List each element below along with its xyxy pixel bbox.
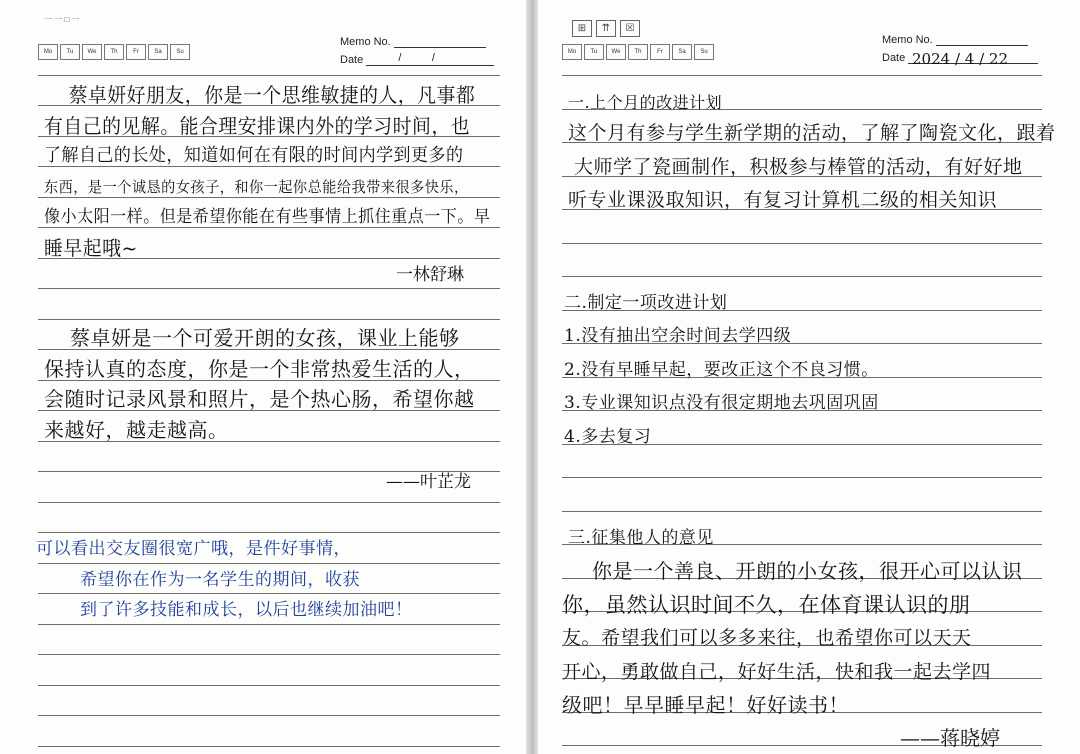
weekday-box: Tu bbox=[584, 44, 604, 60]
section-1-body bbox=[568, 117, 1056, 218]
section-2-heading: 二.制定一项改进计划 bbox=[564, 293, 728, 313]
note-line: 东西，是一个诚恳的女孩子，和你一起你总能给我带来很多快乐， bbox=[44, 177, 469, 196]
date-label: Date bbox=[340, 54, 364, 66]
grid-icon: ⊞ bbox=[572, 20, 592, 37]
note-line: 听专业课汲取知识，有复习计算机二级的相关知识 bbox=[568, 189, 998, 211]
friend-note-2 bbox=[44, 323, 475, 445]
note-line: 来越好，越走越高。 bbox=[44, 417, 229, 442]
memo-no-label: Memo No. bbox=[882, 34, 933, 46]
note-line: 这个月有参与学生新学期的活动，了解了陶瓷文化，跟着 bbox=[568, 122, 1056, 144]
note-line: 保持认真的态度，你是一个非常热爱生活的人， bbox=[44, 356, 475, 381]
header-icons bbox=[572, 20, 640, 37]
memo-no-field bbox=[882, 34, 1028, 46]
note-line: 了解自己的长处，知道如何在有限的时间内学到更多的 bbox=[44, 145, 464, 166]
corner-mark: 一 一 □ 一 bbox=[44, 15, 80, 24]
weekday-box: Mo bbox=[562, 44, 582, 60]
date-slashes: / / bbox=[398, 52, 435, 64]
signature-2: ——叶芷龙 bbox=[386, 472, 471, 492]
note-line: 友。希望我们可以多多来往，也希望你可以天天 bbox=[562, 627, 972, 649]
weekday-box: Tu bbox=[60, 44, 80, 60]
plan-item: 3.专业课知识点没有很定期地去巩固巩固 bbox=[564, 393, 879, 413]
section-3-body bbox=[562, 555, 1023, 723]
note-line: 级吧！早早睡早起！好好读书！ bbox=[562, 693, 849, 717]
right-notebook-page bbox=[538, 0, 1080, 754]
note-line: 睡早起哦~ bbox=[44, 235, 138, 260]
signature-1: 一林舒琳 bbox=[396, 265, 464, 285]
section-2-list bbox=[564, 320, 879, 454]
memo-no-label: Memo No. bbox=[340, 36, 391, 48]
weekday-box: We bbox=[82, 44, 102, 60]
weekday-box: Su bbox=[170, 44, 190, 60]
memo-no-field bbox=[340, 36, 486, 48]
note-line: 蔡卓妍好朋友，你是一个思维敏捷的人，凡事都 bbox=[68, 83, 476, 107]
weekday-box: Th bbox=[628, 44, 648, 60]
note-line: 开心，勇敢做自己，好好生活，快和我一起去学四 bbox=[562, 660, 992, 683]
note-line: 蔡卓妍是一个可爱开朗的女孩，课业上能够 bbox=[70, 326, 460, 350]
weekday-boxes bbox=[562, 44, 716, 60]
weekday-box: Su bbox=[694, 44, 714, 60]
note-line: 有自己的见解。能合理安排课内外的学习时间，也 bbox=[44, 113, 471, 138]
weekday-box: Sa bbox=[148, 44, 168, 60]
note-line: 像小太阳一样。但是希望你能在有些事情上抓住重点一下。早 bbox=[44, 207, 491, 227]
plan-item: 2.没有早睡早起，要改正这个不良习惯。 bbox=[564, 359, 879, 380]
friend-note-1 bbox=[44, 80, 507, 263]
weekday-box: We bbox=[606, 44, 626, 60]
weekday-box: Mo bbox=[38, 44, 58, 60]
plan-item: 4.多去复习 bbox=[564, 426, 652, 447]
signature-3: ——蒋晓婷 bbox=[900, 726, 1000, 750]
note-line: 大师学了瓷画制作，积极参与棒管的活动，有好好地 bbox=[574, 155, 1023, 178]
arrows-icon: ⇈ bbox=[596, 20, 616, 37]
note-line: 可以看出交友圈很宽广哦，是件好事情， bbox=[36, 539, 351, 559]
note-line: 会随时记录风景和照片，是个热心肠，希望你越 bbox=[44, 387, 475, 411]
date-field bbox=[340, 54, 494, 66]
date-value: 2024 / 4 / 22 bbox=[912, 50, 1008, 68]
note-line: 希望你在作为一名学生的期间，收获 bbox=[80, 569, 360, 590]
plan-item: 1.没有抽出空余时间去学四级 bbox=[564, 326, 792, 346]
weekday-box: Sa bbox=[672, 44, 692, 60]
teacher-comment bbox=[36, 534, 413, 626]
weekday-box: Th bbox=[104, 44, 124, 60]
left-notebook-page bbox=[0, 0, 530, 754]
section-1-heading: 一.上个月的改进计划 bbox=[568, 93, 723, 112]
crossed-box-icon: ☒ bbox=[620, 20, 640, 37]
weekday-box: Fr bbox=[650, 44, 670, 60]
note-line: 你，虽然认识时间不久，在体育课认识的朋 bbox=[562, 592, 971, 617]
note-line: 到了许多技能和成长，以后也继续加油吧！ bbox=[80, 600, 413, 620]
weekday-box: Fr bbox=[126, 44, 146, 60]
note-line: 你是一个善良、开朗的小女孩，很开心可以认识 bbox=[592, 559, 1023, 583]
section-3-heading: 三.征集他人的意见 bbox=[568, 528, 714, 548]
date-label: Date bbox=[882, 52, 906, 64]
weekday-boxes bbox=[38, 44, 192, 60]
